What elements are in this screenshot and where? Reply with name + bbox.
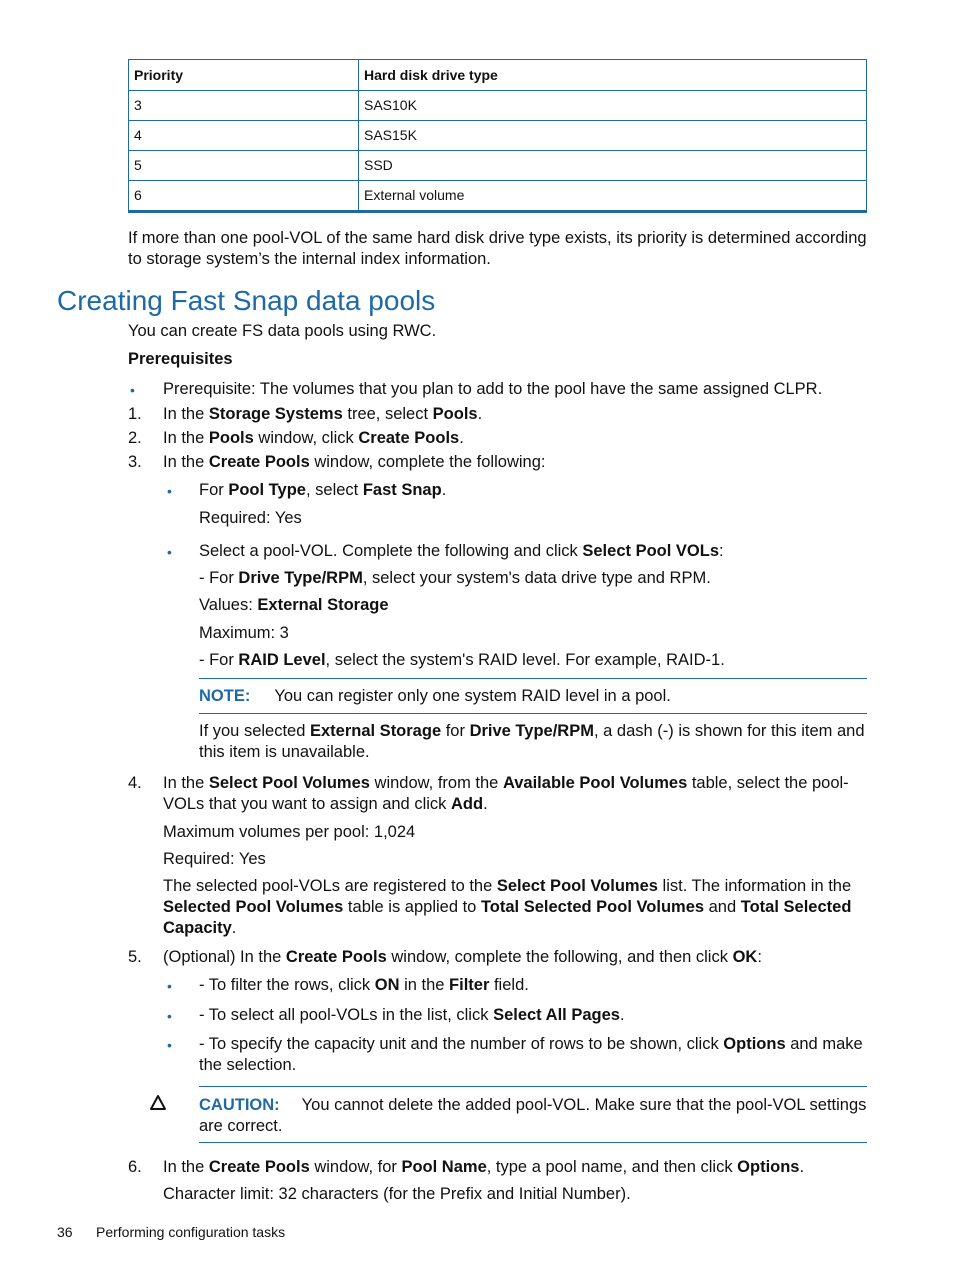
cell-drive-type: SSD	[359, 151, 867, 181]
raid-level-detail: - For RAID Level, select the system's RAID level. For example, RAID-1.	[199, 651, 725, 669]
caution-box	[199, 1095, 868, 1137]
note-label: NOTE:	[199, 687, 251, 705]
bullet-icon: •	[167, 978, 172, 994]
step-5: (Optional) In the Create Pools window, complete the following, and then click OK:	[163, 948, 762, 966]
bullet-icon: •	[167, 544, 172, 560]
bullet-icon: •	[130, 382, 135, 398]
char-limit-text: Character limit: 32 characters (for the Prefix and Initial Number).	[163, 1185, 631, 1203]
prereq-heading: Prerequisites	[128, 350, 233, 368]
step-number: 2.	[128, 429, 142, 447]
cell-drive-type: SAS15K	[359, 121, 867, 151]
step-3b: Select a pool-VOL. Complete the following and click Select Pool VOLs:	[199, 542, 724, 560]
drive-type-detail: - For Drive Type/RPM, select your system's data drive type and RPM.	[199, 569, 711, 587]
caution-text: You cannot delete the added pool-VOL. Make sure that the pool-VOL settings are correct.	[199, 1096, 867, 1135]
values-text: Values: External Storage	[199, 596, 389, 614]
page-number: 36	[57, 1224, 73, 1240]
table-row	[129, 151, 867, 181]
note-text: You can register only one system RAID level in a pool.	[274, 687, 671, 705]
prereq-item: Prerequisite: The volumes that you plan to add to the pool have the same assigned CLPR.	[163, 380, 823, 398]
cell-drive-type: External volume	[359, 181, 867, 212]
step-5c: - To specify the capacity unit and the number of rows to be shown, click Options and make the selection.	[199, 1035, 863, 1074]
intro-paragraph: If more than one pool-VOL of the same hard disk drive type exists, its priority is determined according to storage system’s the internal index information.	[128, 229, 867, 268]
table-row	[129, 91, 867, 121]
caution-label: CAUTION:	[199, 1096, 280, 1114]
step-3a: For Pool Type, select Fast Snap.	[199, 481, 447, 499]
note-bottom-rule	[199, 713, 867, 714]
step-6: In the Create Pools window, for Pool Name, type a pool name, and then click Options.	[163, 1158, 805, 1176]
table-row	[129, 181, 867, 212]
step-2: In the Pools window, click Create Pools.	[163, 429, 464, 447]
cell-drive-type: SAS10K	[359, 91, 867, 121]
step-3: In the Create Pools window, complete the following:	[163, 453, 546, 471]
caution-top-rule	[199, 1086, 867, 1087]
step-4-detail: The selected pool-VOLs are registered to the Select Pool Volumes list. The information in the Selected Pool Volumes table is applied to Total Selected Pool Volumes and Total Selected Capacity.	[163, 877, 852, 937]
step-4: In the Select Pool Volumes window, from the Available Pool Volumes table, select the pool-VOLs that you want to assign and click Add.	[163, 774, 849, 813]
note-top-rule	[199, 678, 867, 679]
section-title: Creating Fast Snap data pools	[57, 285, 436, 316]
cell-priority: 6	[129, 181, 359, 212]
step-5b: - To select all pool-VOLs in the list, click Select All Pages.	[199, 1006, 625, 1024]
maximum-text: Maximum: 3	[199, 624, 289, 642]
table-row	[129, 121, 867, 151]
max-volumes-text: Maximum volumes per pool: 1,024	[163, 823, 416, 841]
external-storage-note: If you selected External Storage for Drive Type/RPM, a dash (-) is shown for this item and this item is unavailable.	[199, 722, 865, 761]
priority-table	[128, 59, 867, 213]
caution-triangle-icon	[149, 1094, 167, 1112]
footer-text: Performing configuration tasks	[96, 1224, 286, 1240]
required-text: Required: Yes	[199, 509, 302, 527]
cell-priority: 4	[129, 121, 359, 151]
required-text: Required: Yes	[163, 850, 266, 868]
header-priority: Priority	[129, 60, 359, 91]
cell-priority: 3	[129, 91, 359, 121]
step-5a: - To filter the rows, click ON in the Filter field.	[199, 976, 529, 994]
bullet-icon: •	[167, 1037, 172, 1053]
header-drive-type: Hard disk drive type	[359, 60, 867, 91]
section-intro: You can create FS data pools using RWC.	[128, 322, 437, 340]
step-number: 1.	[128, 405, 142, 423]
step-number: 6.	[128, 1158, 142, 1176]
step-number: 4.	[128, 774, 142, 792]
note-box	[199, 686, 868, 707]
step-number: 3.	[128, 453, 142, 471]
table-header-row	[129, 60, 867, 91]
caution-bottom-rule	[199, 1142, 867, 1143]
step-number: 5.	[128, 948, 142, 966]
bullet-icon: •	[167, 483, 172, 499]
step-1: In the Storage Systems tree, select Pools.	[163, 405, 483, 423]
bullet-icon: •	[167, 1008, 172, 1024]
cell-priority: 5	[129, 151, 359, 181]
